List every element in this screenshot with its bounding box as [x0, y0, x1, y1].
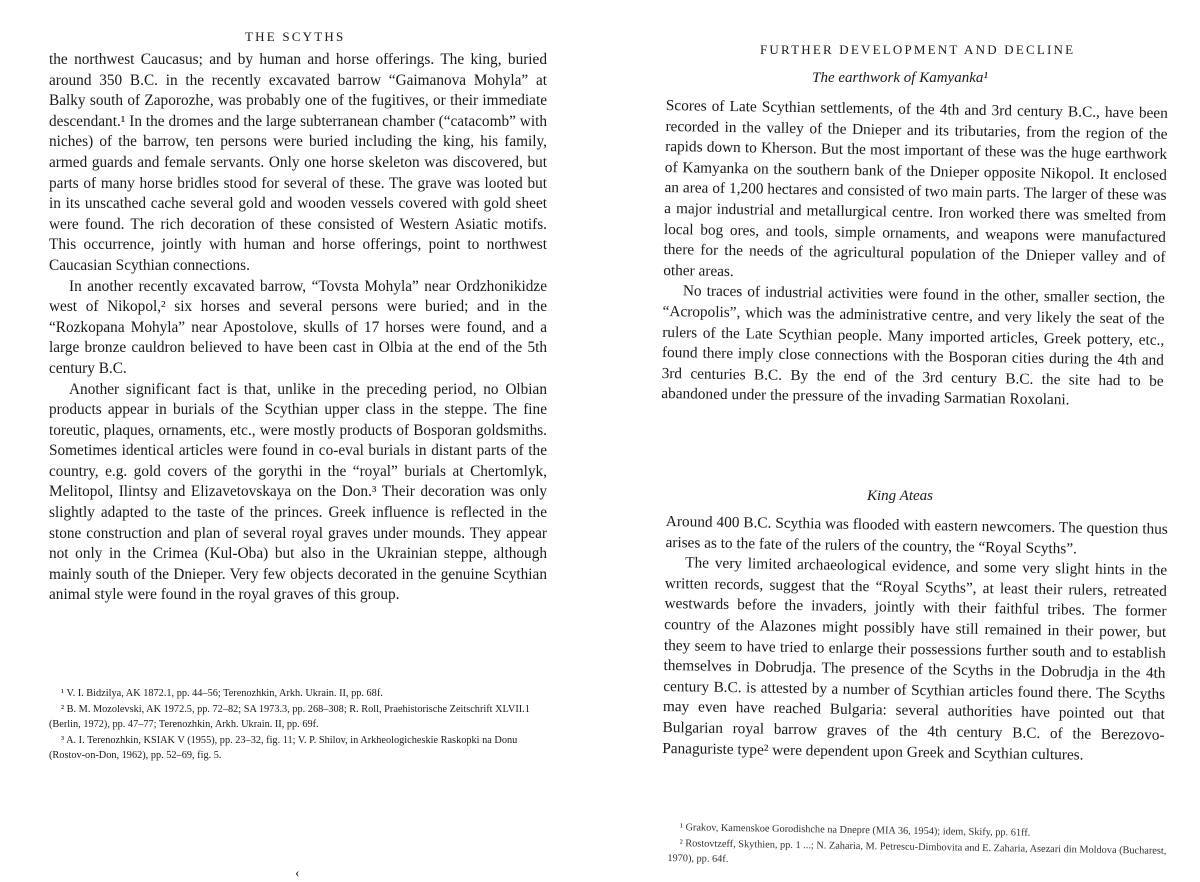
section-title-kamyanka: The earthwork of Kamyanka¹	[812, 70, 988, 86]
left-body-text	[49, 50, 547, 606]
footnote: ¹ V. I. Bidzilya, AK 1872.1, pp. 44–56; Terenozhkin, Arkh. Ukrain. II, pp. 68f.	[61, 688, 383, 699]
paragraph: Another significant fact is that, unlike in the preceding period, no Olbian products appear in burials of the Scythian upper class in the steppe. The fine toreutic, plaques, ornaments, etc., were mostly products of Bosporan goldsmiths. Sometimes identical articles were found in co-eval burials in distant parts of the country, e.g. gold covers of the gorythi in the “royal” burials at Chertomlyk, Melitopol, Ilintsy and Elizavetovskaya on the Don.³ Their decoration was only slightly adapted to the taste of the princes. Greek influence is reflected in the stone construction and plan of several royal graves under mounds. They appear not only in the Crimea (Kul-Oba) but also in the Ukrainian steppe, although mainly south of the Dnieper. Very few objects decorated in the genuine Scythian animal style were found in the royal graves of this group.	[49, 380, 547, 604]
paragraph: Around 400 B.C. Scythia was flooded with eastern newcomers. The question thus arises as to the fate of the rulers of the country, the “Royal Scyths”.	[665, 512, 1168, 558]
right-body-text-section2	[662, 512, 1168, 767]
stray-mark: ‹	[295, 866, 300, 881]
footnote: ² B. M. Mozolevski, AK 1972.5, pp. 72–82; SA 1973.3, pp. 268–308; R. Roll, Praehistorische Zeitschrift XLVII.1 (Berlin, 1972), pp. 47–77; Terenozhkin, Arkh. Ukrain. II, pp. 69f.	[49, 704, 530, 730]
running-head-right: FURTHER DEVELOPMENT AND DECLINE	[760, 42, 1076, 57]
left-footnotes	[49, 686, 549, 764]
section-title-king-ateas: King Ateas	[867, 488, 933, 504]
paragraph: No traces of industrial activities were found in the other, smaller section, the “Acropolis”, which was the administrative centre, and very likely the seat of the rulers of the Late Scythian people. Many imported articles, Greek pottery, etc., found there imply close connections with the Bosporan cities during the 4th and 3rd centuries B.C. By the end of the 3rd century B.C. the site had to be abandoned under the pressure of the invading Sarmatian Roxolani.	[661, 282, 1166, 409]
paragraph: In another recently excavated barrow, “Tovsta Mohyla” near Ordzhonikidze west of Nikopol,² six horses and several persons were buried; and in the “Rozkopana Mohyla” near Apostolove, skulls of 17 horses were found, and a large bronze cauldron believed to have been cast in Olbia at the end of the 5th century B.C.	[49, 277, 547, 377]
right-body-text-section1	[661, 96, 1168, 413]
running-head-left: THE SCYTHS	[245, 29, 346, 44]
footnote: ² Rostovtzeff, Skythien, pp. 1 ...; N. Zaharia, M. Petrescu-Dimbovita and E. Zaharia, Asezari din Moldova (Bucharest, 1970), pp. 64f.	[667, 838, 1167, 865]
right-footnotes	[667, 820, 1178, 875]
paragraph: The very limited archaeological evidence, and some very slight hints in the written records, suggest that the “Royal Scyths”, at least their rulers, retreated westwards before the invaders, jointly with their faithful tribes. The former country of the Alazones might possibly have still remained in their power, but they seem to have tried to enlarge their possessions further south and to establish themselves in Dobrudja. The presence of the Scyths in the Dobrudja in the 4th century B.C. is attested by a number of Scythian articles found there. The Scyths may even have reached Bulgaria: several authorities have pointed out that Bulgarian royal barrow graves of the 4th century B.C. of the Berezovo-Panaguriste type² were dependent upon Greek and Scythian cultures.	[662, 554, 1168, 764]
paragraph: Scores of Late Scythian settlements, of the 4th and 3rd century B.C., have been recorded in the valley of the Dnieper and its tributaries, from the region of the rapids down to Kherson. But the most important of these was the huge earthwork of Kamyanka on the southern bank of the Dnieper opposite Nikopol. It enclosed an area of 1,200 hectares and consisted of two main parts. The larger of these was a major industrial and metallurgical centre. Iron worked there was smelted from local bog ores, and tools, simple ornaments, and weapons were manufactured there for the needs of the agricultural population of the Dnieper valley and of other areas.	[663, 96, 1168, 280]
paragraph: the northwest Caucasus; and by human and horse offerings. The king, buried around 350 B.C. in the recently excavated barrow “Gaimanova Mohyla” at Balky south of Zaporozhe, was probably one of the fugitives, or their immediate descendant.¹ In the dromes and the large subterranean chamber (“catacomb” with niches) of the barrow, ten persons were buried including the king, his family, armed guards and female servants. Only one horse skeleton was discovered, but parts of many horse bridles stood for several of these. The grave was looted but in its unscathed cache several gold and wooden vessels covered with gold sheet were found. The rich decoration of these consisted of Western Asiatic motifs. This occurrence, jointly with human and horse offerings, point to northwest Caucasian Scythian connections.	[49, 51, 547, 274]
footnote: ³ A. I. Terenozhkin, KSIAK V (1955), pp. 23–32, fig. 11; V. P. Shilov, in Arkheologicheskie Raskopki na Donu (Rostov-on-Don, 1962), pp. 52–69, fig. 5.	[49, 735, 518, 761]
footnote: ¹ Grakov, Kamenskoe Gorodishche na Dnepre (MIA 36, 1954); idem, Skify, pp. 61ff.	[679, 822, 1031, 839]
right-page	[600, 0, 1200, 882]
